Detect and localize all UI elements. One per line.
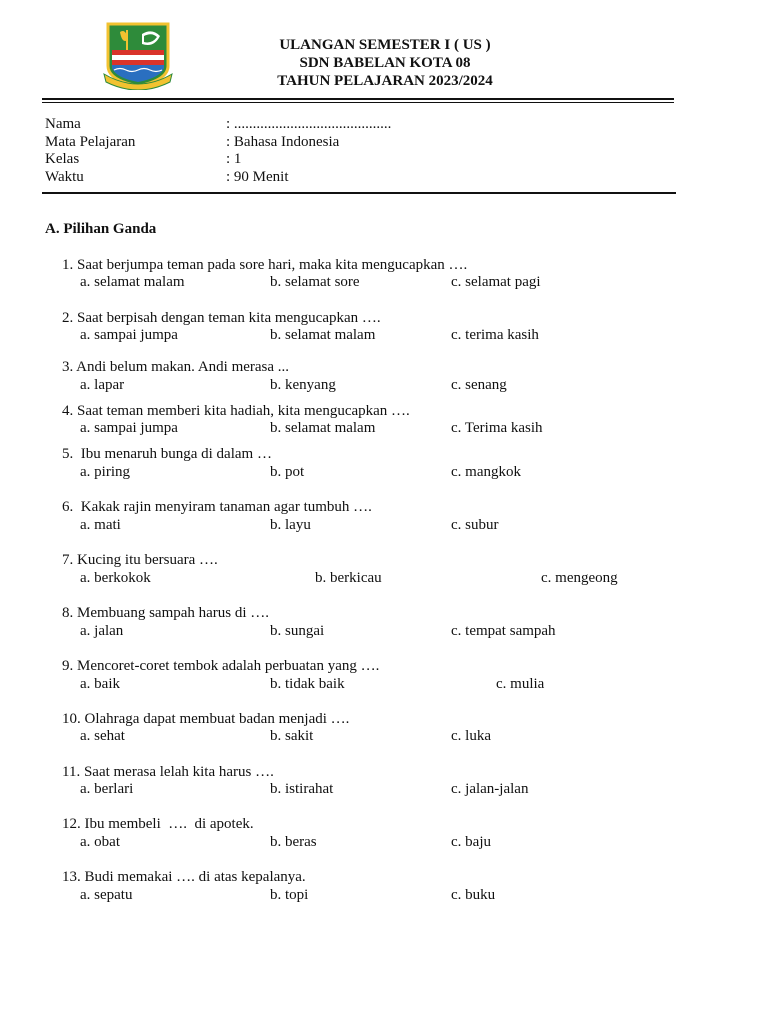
option-10c: c. luka [451, 728, 491, 744]
question-12: 12. Ibu membeli …. di apotek. [62, 816, 254, 832]
section-title: A. Pilihan Ganda [45, 221, 157, 237]
option-3b: b. kenyang [270, 377, 336, 393]
option-3c: c. senang [451, 377, 507, 393]
question-4: 4. Saat teman memberi kita hadiah, kita mengucapkan …. [62, 403, 410, 419]
option-7a: a. berkokok [80, 570, 151, 586]
question-7: 7. Kucing itu bersuara …. [62, 552, 218, 568]
class-value: : 1 [226, 151, 242, 167]
option-9b: b. tidak baik [270, 676, 345, 692]
option-1c: c. selamat pagi [451, 274, 541, 290]
question-5: 5. Ibu menaruh bunga di dalam … [62, 446, 272, 462]
school-crest-logo [100, 22, 176, 90]
question-10: 10. Olahraga dapat membuat badan menjadi …. [62, 711, 350, 727]
option-11b: b. istirahat [270, 781, 334, 797]
option-8b: b. sungai [270, 623, 325, 639]
question-11: 11. Saat merasa lelah kita harus …. [62, 764, 274, 780]
option-2a: a. sampai jumpa [80, 327, 178, 343]
option-10b: b. sakit [270, 728, 314, 744]
option-11c: c. jalan-jalan [451, 781, 529, 797]
question-13: 13. Budi memakai …. di atas kepalanya. [62, 869, 306, 885]
option-1b: b. selamat sore [270, 274, 360, 290]
option-8a: a. jalan [80, 623, 124, 639]
identity-divider [42, 192, 676, 194]
question-1: 1. Saat berjumpa teman pada sore hari, maka kita mengucapkan …. [62, 257, 468, 273]
option-12c: c. baju [451, 834, 491, 850]
time-value: : 90 Menit [226, 169, 289, 185]
name-label: Nama [45, 116, 81, 132]
option-12a: a. obat [80, 834, 120, 850]
option-9a: a. baik [80, 676, 120, 692]
option-3a: a. lapar [80, 377, 125, 393]
option-2c: c. terima kasih [451, 327, 539, 343]
option-4b: b. selamat malam [270, 420, 376, 436]
academic-year: TAHUN PELAJARAN 2023/2024 [277, 73, 493, 89]
option-6a: a. mati [80, 517, 121, 533]
exam-title: ULANGAN SEMESTER I ( US ) [279, 37, 491, 53]
option-5a: a. piring [80, 464, 130, 480]
question-6: 6. Kakak rajin menyiram tanaman agar tumbuh …. [62, 499, 372, 515]
option-2b: b. selamat malam [270, 327, 376, 343]
option-10a: a. sehat [80, 728, 125, 744]
option-7c: c. mengeong [541, 570, 618, 586]
time-label: Waktu [45, 169, 84, 185]
name-value: : .......................................... [226, 116, 392, 132]
option-11a: a. berlari [80, 781, 134, 797]
option-4a: a. sampai jumpa [80, 420, 178, 436]
option-13b: b. topi [270, 887, 309, 903]
option-13a: a. sepatu [80, 887, 133, 903]
school-name: SDN BABELAN KOTA 08 [299, 55, 471, 71]
option-4c: c. Terima kasih [451, 420, 543, 436]
question-8: 8. Membuang sampah harus di …. [62, 605, 270, 621]
option-6c: c. subur [451, 517, 499, 533]
header-divider-thin [42, 102, 674, 103]
option-13c: c. buku [451, 887, 496, 903]
option-9c: c. mulia [496, 676, 545, 692]
question-9: 9. Mencoret-coret tembok adalah perbuatan yang …. [62, 658, 380, 674]
subject-label: Mata Pelajaran [45, 134, 136, 150]
option-1a: a. selamat malam [80, 274, 185, 290]
option-5b: b. pot [270, 464, 305, 480]
class-label: Kelas [45, 151, 80, 167]
header-divider [42, 98, 674, 100]
option-5c: c. mangkok [451, 464, 521, 480]
option-7b: b. berkicau [315, 570, 382, 586]
option-8c: c. tempat sampah [451, 623, 556, 639]
option-6b: b. layu [270, 517, 311, 533]
subject-value: : Bahasa Indonesia [226, 134, 340, 150]
question-3: 3. Andi belum makan. Andi merasa ... [62, 359, 290, 375]
question-2: 2. Saat berpisah dengan teman kita mengucapkan …. [62, 310, 381, 326]
option-12b: b. beras [270, 834, 317, 850]
